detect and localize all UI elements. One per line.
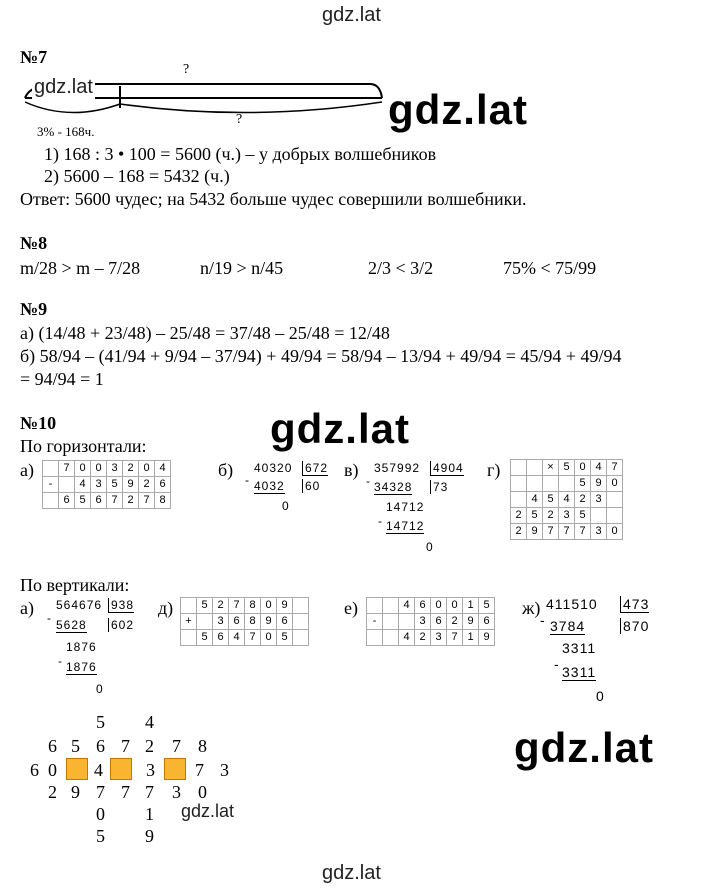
cw-digit: 5 bbox=[96, 826, 105, 846]
v-a-mid: 1876 bbox=[66, 640, 97, 654]
minus-sign: - bbox=[47, 611, 52, 625]
digit: 7 bbox=[229, 598, 245, 614]
cw-digit: 0 bbox=[48, 760, 57, 780]
digit: 0 bbox=[261, 598, 277, 614]
digit: 5 bbox=[479, 598, 495, 614]
task-7-answer: Ответ: 5600 чудес; на 5432 больше чудес совершили волшебники. bbox=[20, 189, 527, 209]
task-8-title: №8 bbox=[20, 233, 48, 253]
watermark-large-2: gdz.lat bbox=[270, 405, 410, 452]
cw-digit: 9 bbox=[145, 826, 154, 846]
digit: 4 bbox=[399, 598, 415, 614]
digit: 3 bbox=[415, 614, 431, 630]
cw-digit: 7 bbox=[121, 782, 130, 802]
digit: 7 bbox=[245, 630, 261, 646]
digit: 4 bbox=[229, 630, 245, 646]
minus-sign: - bbox=[245, 473, 250, 487]
cw-digit: 2 bbox=[48, 782, 57, 802]
cw-digit: 4 bbox=[94, 760, 103, 780]
digit: 6 bbox=[479, 614, 495, 630]
digit: 7 bbox=[559, 524, 575, 540]
digit: 2 bbox=[575, 492, 591, 508]
digit: 7 bbox=[607, 460, 623, 476]
digit: 2 bbox=[123, 493, 139, 509]
digit: 5 bbox=[543, 492, 559, 508]
digit: 4 bbox=[591, 460, 607, 476]
digit: 2 bbox=[543, 508, 559, 524]
minus-sign: - bbox=[378, 514, 383, 528]
digit: 1 bbox=[463, 630, 479, 646]
watermark-inline-2: gdz.lat bbox=[181, 801, 235, 821]
cw-digit: 1 bbox=[145, 804, 154, 824]
task-8-item-3: 2/3 < 3/2 bbox=[368, 258, 434, 278]
digit: 5 bbox=[575, 476, 591, 492]
cw-digit: 8 bbox=[198, 736, 207, 756]
task-7-question-top: ? bbox=[183, 62, 190, 77]
v-d-grid bbox=[180, 597, 309, 646]
cw-digit: 6 bbox=[30, 760, 39, 780]
digit: 2 bbox=[123, 461, 139, 477]
v-a-divisor: 938 bbox=[108, 598, 134, 613]
v-a-label: а) bbox=[20, 598, 34, 618]
v-e-grid bbox=[366, 597, 495, 646]
digit: 2 bbox=[415, 630, 431, 646]
digit: 4 bbox=[399, 630, 415, 646]
digit: 5 bbox=[197, 630, 213, 646]
digit: 0 bbox=[139, 461, 155, 477]
digit: 5 bbox=[527, 508, 543, 524]
v-zh-dividend: 411510 bbox=[546, 596, 598, 612]
h-b-remainder: 0 bbox=[282, 499, 290, 513]
cw-digit: 5 bbox=[96, 712, 105, 732]
digit: 3 bbox=[431, 630, 447, 646]
digit: 2 bbox=[213, 598, 229, 614]
operator: + bbox=[181, 614, 197, 630]
cw-digit: 4 bbox=[145, 712, 154, 732]
cw-digit: 6 bbox=[48, 736, 57, 756]
v-zh-remainder: 0 bbox=[596, 688, 605, 704]
v-zh-mid: 3311 bbox=[562, 640, 597, 656]
digit: 2 bbox=[447, 614, 463, 630]
digit: 8 bbox=[245, 614, 261, 630]
v-a-remainder: 0 bbox=[96, 682, 104, 696]
cw-digit: 2 bbox=[145, 736, 154, 756]
digit: 3 bbox=[591, 524, 607, 540]
cw-digit: 3 bbox=[220, 760, 229, 780]
digit: 6 bbox=[277, 614, 293, 630]
digit: 7 bbox=[575, 524, 591, 540]
h-a-grid bbox=[42, 460, 171, 509]
digit: 0 bbox=[75, 461, 91, 477]
cw-digit: 7 bbox=[195, 760, 204, 780]
h-b-label: б) bbox=[218, 460, 234, 480]
digit: 6 bbox=[91, 493, 107, 509]
digit: 4 bbox=[559, 492, 575, 508]
minus-sign: - bbox=[554, 656, 560, 672]
digit: 3 bbox=[213, 614, 229, 630]
digit: 4 bbox=[155, 461, 171, 477]
digit: 6 bbox=[229, 614, 245, 630]
operator: - bbox=[43, 477, 59, 493]
task-8-item-2: n/19 > n/45 bbox=[200, 258, 284, 278]
v-zh-sub1: 3784 bbox=[550, 618, 586, 634]
digit: 5 bbox=[75, 493, 91, 509]
operator: × bbox=[543, 460, 559, 476]
v-zh-divisor: 473 bbox=[620, 596, 649, 613]
v-a-sub2: 1876 bbox=[66, 660, 97, 674]
h-b-divisor: 672 bbox=[302, 461, 328, 476]
cw-digit: 7 bbox=[121, 736, 130, 756]
h-b-quotient: 60 bbox=[302, 479, 320, 493]
task-7-question-bottom: ? bbox=[236, 112, 243, 127]
cw-digit: 7 bbox=[96, 782, 105, 802]
digit: 7 bbox=[107, 493, 123, 509]
v-zh-quotient: 870 bbox=[620, 618, 649, 634]
cw-digit: 0 bbox=[96, 804, 105, 824]
watermark-top: gdz.lat bbox=[322, 4, 381, 26]
h-v-remainder: 0 bbox=[426, 540, 434, 554]
digit: 2 bbox=[511, 524, 527, 540]
digit: 9 bbox=[591, 476, 607, 492]
digit: 9 bbox=[479, 630, 495, 646]
digit: 9 bbox=[527, 524, 543, 540]
digit: 7 bbox=[447, 630, 463, 646]
h-v-divisor: 4904 bbox=[430, 461, 464, 476]
task-7-segment-label: 3% - 168ч. bbox=[37, 124, 95, 139]
task-9-title: №9 bbox=[20, 299, 48, 319]
cw-digit: 0 bbox=[198, 782, 207, 802]
digit: 0 bbox=[575, 460, 591, 476]
digit: 5 bbox=[107, 477, 123, 493]
digit: 3 bbox=[559, 508, 575, 524]
cw-digit: 3 bbox=[172, 782, 181, 802]
h-v-sub1: 34328 bbox=[374, 480, 413, 494]
cw-digit: 3 bbox=[146, 760, 155, 780]
cw-digit: 9 bbox=[71, 782, 80, 802]
digit: 6 bbox=[59, 493, 75, 509]
h-v-quotient: 73 bbox=[430, 480, 448, 494]
v-a-quotient: 602 bbox=[108, 618, 134, 632]
h-b-dividend: 40320 bbox=[254, 461, 293, 475]
digit: 5 bbox=[559, 460, 575, 476]
watermark-bottom: gdz.lat bbox=[322, 862, 381, 884]
digit: 8 bbox=[245, 598, 261, 614]
h-a-label: а) bbox=[20, 460, 34, 480]
digit: 7 bbox=[59, 461, 75, 477]
digit: 9 bbox=[261, 614, 277, 630]
v-a-sub1: 5628 bbox=[56, 618, 87, 632]
crossword-highlight-cell bbox=[110, 758, 132, 780]
cw-digit: 6 bbox=[96, 736, 105, 756]
digit: 3 bbox=[91, 477, 107, 493]
minus-sign: - bbox=[366, 474, 371, 488]
digit: 6 bbox=[415, 598, 431, 614]
digit: 0 bbox=[607, 524, 623, 540]
digit: 2 bbox=[139, 477, 155, 493]
digit: 6 bbox=[155, 477, 171, 493]
digit: 8 bbox=[155, 493, 171, 509]
operator: - bbox=[367, 614, 383, 630]
h-g-grid bbox=[510, 459, 623, 540]
task-8-item-4: 75% < 75/99 bbox=[503, 258, 597, 278]
digit: 6 bbox=[213, 630, 229, 646]
digit: 0 bbox=[431, 598, 447, 614]
vertical-label: По вертикали: bbox=[20, 575, 130, 595]
digit: 4 bbox=[75, 477, 91, 493]
watermark-large-3: gdz.lat bbox=[514, 724, 654, 771]
digit: 0 bbox=[447, 598, 463, 614]
cw-digit: 7 bbox=[172, 736, 181, 756]
h-v-sub2: 14712 bbox=[386, 519, 425, 533]
digit: 7 bbox=[139, 493, 155, 509]
digit: 1 bbox=[463, 598, 479, 614]
digit: 2 bbox=[511, 508, 527, 524]
cw-digit: 5 bbox=[71, 736, 80, 756]
digit: 9 bbox=[463, 614, 479, 630]
digit: 9 bbox=[277, 598, 293, 614]
v-zh-sub2: 3311 bbox=[562, 664, 597, 680]
digit: 5 bbox=[277, 630, 293, 646]
task-7-line-2: 2) 5600 – 168 = 5432 (ч.) bbox=[44, 166, 230, 186]
cw-digit: 7 bbox=[145, 782, 154, 802]
v-zh-label: ж) bbox=[522, 598, 541, 618]
h-b-sub: 4032 bbox=[254, 479, 285, 493]
v-a-dividend: 564676 bbox=[56, 598, 103, 612]
task-9-part-a: а) (14/48 + 23/48) – 25/48 = 37/48 – 25/48 = 12/48 bbox=[20, 323, 390, 343]
digit: 0 bbox=[91, 461, 107, 477]
h-v-dividend: 357992 bbox=[374, 461, 421, 475]
v-d-label: д) bbox=[158, 598, 174, 618]
v-e-label: е) bbox=[344, 598, 358, 618]
minus-sign: - bbox=[58, 654, 63, 668]
digit: 9 bbox=[123, 477, 139, 493]
digit: 3 bbox=[591, 492, 607, 508]
task-9-part-b: б) 58/94 – (41/94 + 9/94 – 37/94) + 49/94 = 58/94 – 13/94 + 49/94 = 45/94 + 49/94 bbox=[20, 346, 622, 366]
crossword-highlight-cell bbox=[66, 758, 88, 780]
task-8-item-1: m/28 > m – 7/28 bbox=[20, 258, 141, 278]
watermark-large-1: gdz.lat bbox=[388, 86, 528, 133]
task-7-line-1: 1) 168 : 3 • 100 = 5600 (ч.) – у добрых волшебников bbox=[44, 144, 437, 164]
digit: 4 bbox=[527, 492, 543, 508]
crossword-highlight-cell bbox=[164, 758, 186, 780]
h-v-mid: 14712 bbox=[386, 500, 425, 514]
task-9-part-b-cont: = 94/94 = 1 bbox=[20, 369, 104, 389]
h-g-label: г) bbox=[487, 460, 501, 480]
digit: 6 bbox=[431, 614, 447, 630]
h-v-label: в) bbox=[344, 460, 359, 480]
digit: 7 bbox=[543, 524, 559, 540]
minus-sign: - bbox=[540, 612, 546, 628]
task-7-title: №7 bbox=[20, 47, 48, 67]
watermark-inline-1: gdz.lat bbox=[34, 76, 93, 98]
digit: 0 bbox=[261, 630, 277, 646]
digit: 0 bbox=[607, 476, 623, 492]
task-10-title: №10 bbox=[20, 413, 57, 433]
horizontal-label: По горизонтали: bbox=[20, 436, 147, 456]
digit: 3 bbox=[107, 461, 123, 477]
digit: 5 bbox=[197, 598, 213, 614]
digit: 5 bbox=[575, 508, 591, 524]
